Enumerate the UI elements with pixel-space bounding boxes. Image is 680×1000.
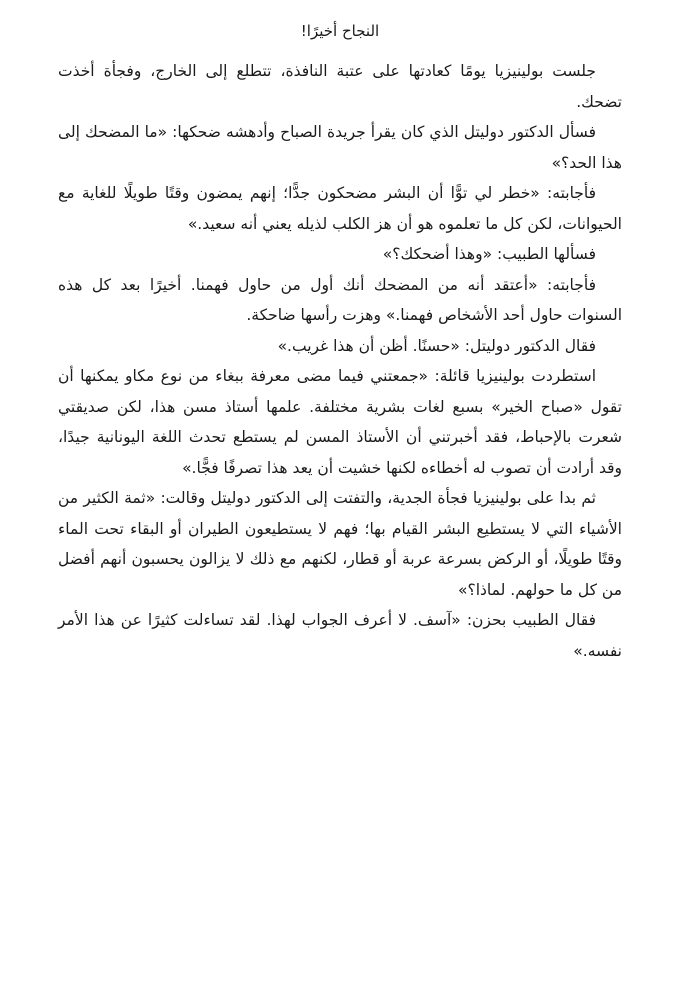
paragraph-2: فسأل الدكتور دوليتل الذي كان يقرأ جريدة الصباح وأدهشه ضحكها: «ما المضحك إلى هذا الحد؟»	[58, 123, 622, 172]
paragraph-6: فقال الدكتور دوليتل: «حسنًا. أظن أن هذا غريب.»	[277, 336, 596, 355]
paragraph-1: جلست بولينيزيا يومًا كعادتها على عتبة النافذة، تتطلع إلى الخارج، وفجأة أخذت تضحك.	[58, 62, 622, 111]
document-body	[58, 56, 622, 666]
paragraph-5: فأجابته: «أعتقد أنه من المضحك أنك أول من حاول فهمنا. أخيرًا بعد كل هذه السنوات حاول أحد الأشخاص فهمنا.» وهزت رأسها ضاحكة.	[58, 275, 622, 324]
paragraph-7: استطردت بولينيزيا قائلة: «جمعتني فيما مضى معرفة ببغاء من نوع مكاو يمكنها أن تقول «صباح الخير» بسبع لغات بشرية مختلفة. علمها أستاذ مسن هذا، لكن صديقتي شعرت بالإحباط، فقد أخبرتني أن الأستاذ المسن لم يستطع تحدث اللغة اليونانية جيدًا، وقد أرادت أن تصوب له أخطاءه لكنها خشيت أن يعد هذا تصرفًا فجًّا.»	[58, 367, 622, 477]
page-title: النجاح أخيرًا!	[300, 22, 380, 40]
paragraph-8: ثم بدا على بولينيزيا فجأة الجدية، والتفتت إلى الدكتور دوليتل وقالت: «ثمة الكثير من الأشياء التي لا يستطيع البشر القيام بها؛ فهم لا يستطيعون الطيران أو البقاء تحت الماء وقتًا طويلًا، أو الركض بسرعة عربة أو قطار، لكنهم مع ذلك لا يزالون يحسبون أنهم أفضل من كل ما حولهم. لماذا؟»	[58, 489, 622, 599]
paragraph-9: فقال الطبيب بحزن: «آسف. لا أعرف الجواب لهذا. لقد تساءلت كثيرًا عن هذا الأمر نفسه.»	[58, 611, 622, 660]
paragraph-3: فأجابته: «خطر لي توًّا أن البشر مضحكون جدًّا؛ إنهم يمضون وقتًا طويلًا للغاية مع الحيوانات، لكن كل ما تعلموه هو أن هز الكلب لذيله يعني أنه سعيد.»	[58, 184, 622, 233]
paragraph-4: فسألها الطبيب: «وهذا أضحكك؟»	[382, 245, 596, 263]
